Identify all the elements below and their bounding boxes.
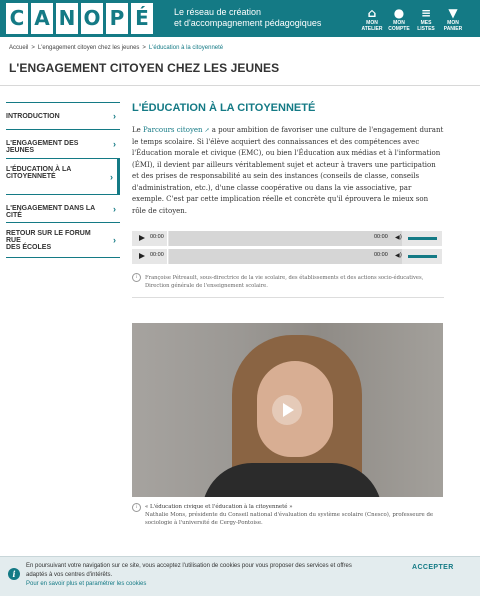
nav-label: MES [420,19,432,26]
site-header [0,0,480,37]
cart-icon: ▼ [448,5,458,20]
video-player[interactable] [132,323,443,497]
volume-slider[interactable] [408,237,437,240]
external-link-icon: ↗ [202,127,210,134]
sidebar-item-label: L'ENGAGEMENT DANS LA CITÉ [6,205,95,219]
sidebar-item-label: INTRODUCTION [6,113,60,120]
logo-letter: É [131,3,153,34]
nav-mon-panier[interactable] [439,0,467,37]
divider [167,249,168,264]
audio-player [132,249,442,264]
volume-icon[interactable]: ◀) [395,234,402,241]
sidebar-item-introduction[interactable] [6,102,120,130]
divider [167,231,168,246]
chevron-right-icon: › [113,139,116,149]
info-icon: i [132,273,141,282]
logo-letter: P [106,3,128,34]
audio-progress-track[interactable] [169,249,402,264]
divider [0,85,480,86]
logo-letter: A [31,3,53,34]
tagline-line: Le réseau de création [174,7,262,17]
nav-label: MON [393,19,405,26]
audio-caption: Françoise Pétreault, sous-directrice de la vie scolaire, des établissements et des actions socio-éducatives, Direction générale de l'enseignement scolaire. [145,275,424,289]
breadcrumb-parent[interactable]: L'engagement citoyen chez les jeunes [37,45,140,51]
sidebar-item-education-citoyennete[interactable] [6,159,120,195]
intro-paragraph [132,125,444,217]
sidebar-item-engagement-jeunes[interactable] [6,130,120,159]
info-icon: i [8,568,20,580]
play-icon[interactable] [272,395,302,425]
audio-duration: 00:00 [374,234,388,240]
sidebar-item-label: L'ÉDUCATION À LA [6,166,72,173]
logo-letter: C [6,3,28,34]
sidebar-item-forum-rue-des-ecoles[interactable] [6,223,120,258]
nav-mon-atelier[interactable] [358,0,386,37]
audio-progress-track[interactable] [169,231,402,246]
intro-text: a pour ambition de favoriser une culture de l'engagement durant le temps scolaire. Si l'élève acquiert des connaissances et des compétences avec l'Éducation morale et civique (EMC), ou bien l'Éducation aux médias et à l'information (ÉMI), il devient par ailleurs véritablement sujet et acteur à travers une participation et des prises de responsabilité au sein des instances (conseils de classe, conseils d'administration, etc.), d'une classe coopérative ou dans la vie associative, par exemple. C'est par cette implication réelle et concrète qu'il éprouvera le mieux son rôle de citoyen. [132,126,444,215]
section-title: L'ÉDUCATION À LA CITOYENNETÉ [132,102,316,114]
nav-label: COMPTE [388,25,410,32]
video-person-shirt [202,463,382,497]
sidebar-item-label: L'ENGAGEMENT DES JEUNES [6,140,79,154]
page-title: L'ENGAGEMENT CITOYEN CHEZ LES JEUNES [9,61,280,75]
sidebar-nav [6,102,120,258]
chevron-right-icon: › [113,203,116,214]
volume-icon[interactable]: ◀) [395,252,402,259]
breadcrumb-separator: > [31,45,35,51]
accept-cookies-button[interactable]: ACCEPTER [412,564,454,571]
video-caption [145,503,450,527]
chevron-right-icon: › [110,171,113,182]
audio-current-time: 00:00 [150,234,164,240]
chevron-right-icon: › [113,111,116,121]
video-caption-title: « L'éducation civique et l'éducation à la citoyenneté » [145,504,293,510]
audio-player [132,231,442,246]
chevron-right-icon: › [113,235,116,245]
breadcrumb-home[interactable]: Accueil [9,45,29,51]
canope-logo[interactable] [6,3,156,34]
nav-mes-listes[interactable] [412,0,440,37]
cookie-banner [0,556,480,596]
cookie-text-block [26,562,356,589]
nav-mon-compte[interactable] [385,0,413,37]
home-icon: ⌂ [367,5,377,20]
user-icon: ● [393,5,405,20]
nav-label: LISTES [417,25,435,32]
nav-label: MON [447,19,459,26]
nav-label: ATELIER [361,25,383,32]
cookie-settings-link[interactable]: Pour en savoir plus et paramétrer les cookies [26,581,147,587]
divider [132,297,444,298]
info-icon: i [132,503,141,512]
volume-slider[interactable] [408,255,437,258]
breadcrumb [9,45,223,51]
play-icon[interactable] [139,235,145,241]
audio-current-time: 00:00 [150,252,164,258]
video-caption-text: Nathalie Mons, présidente du Conseil national d'évaluation du système scolaire (Cnesco), professeure de sociologie à l'université de Cergy-Pontoise. [145,512,434,526]
sidebar-item-engagement-cite[interactable] [6,195,120,223]
audio-duration: 00:00 [374,252,388,258]
site-tagline [174,7,321,29]
logo-letter: O [81,3,103,34]
tagline-line: et d'accompagnement pédagogiques [174,18,322,28]
intro-text: Le [132,126,144,134]
parcours-citoyen-link[interactable]: Parcours citoyen [143,126,203,134]
play-icon[interactable] [139,253,145,259]
logo-letter: N [56,3,78,34]
sidebar-item-label: DES ÉCOLES [6,244,52,251]
breadcrumb-separator: > [142,45,146,51]
list-icon: ≡ [420,5,432,20]
sidebar-item-label: CITOYENNETÉ [6,173,56,180]
sidebar-item-label: RETOUR SUR LE FORUM RUE [6,230,91,244]
nav-label: PANIER [443,25,463,32]
nav-label: MON [366,19,378,26]
breadcrumb-current: L'éducation à la citoyenneté [148,45,224,51]
cookie-message: En poursuivant votre navigation sur ce site, vous acceptez l'utilisation de cookies pour vous proposer des services et offres adaptés à vos centres d'intérêts. [26,563,352,578]
